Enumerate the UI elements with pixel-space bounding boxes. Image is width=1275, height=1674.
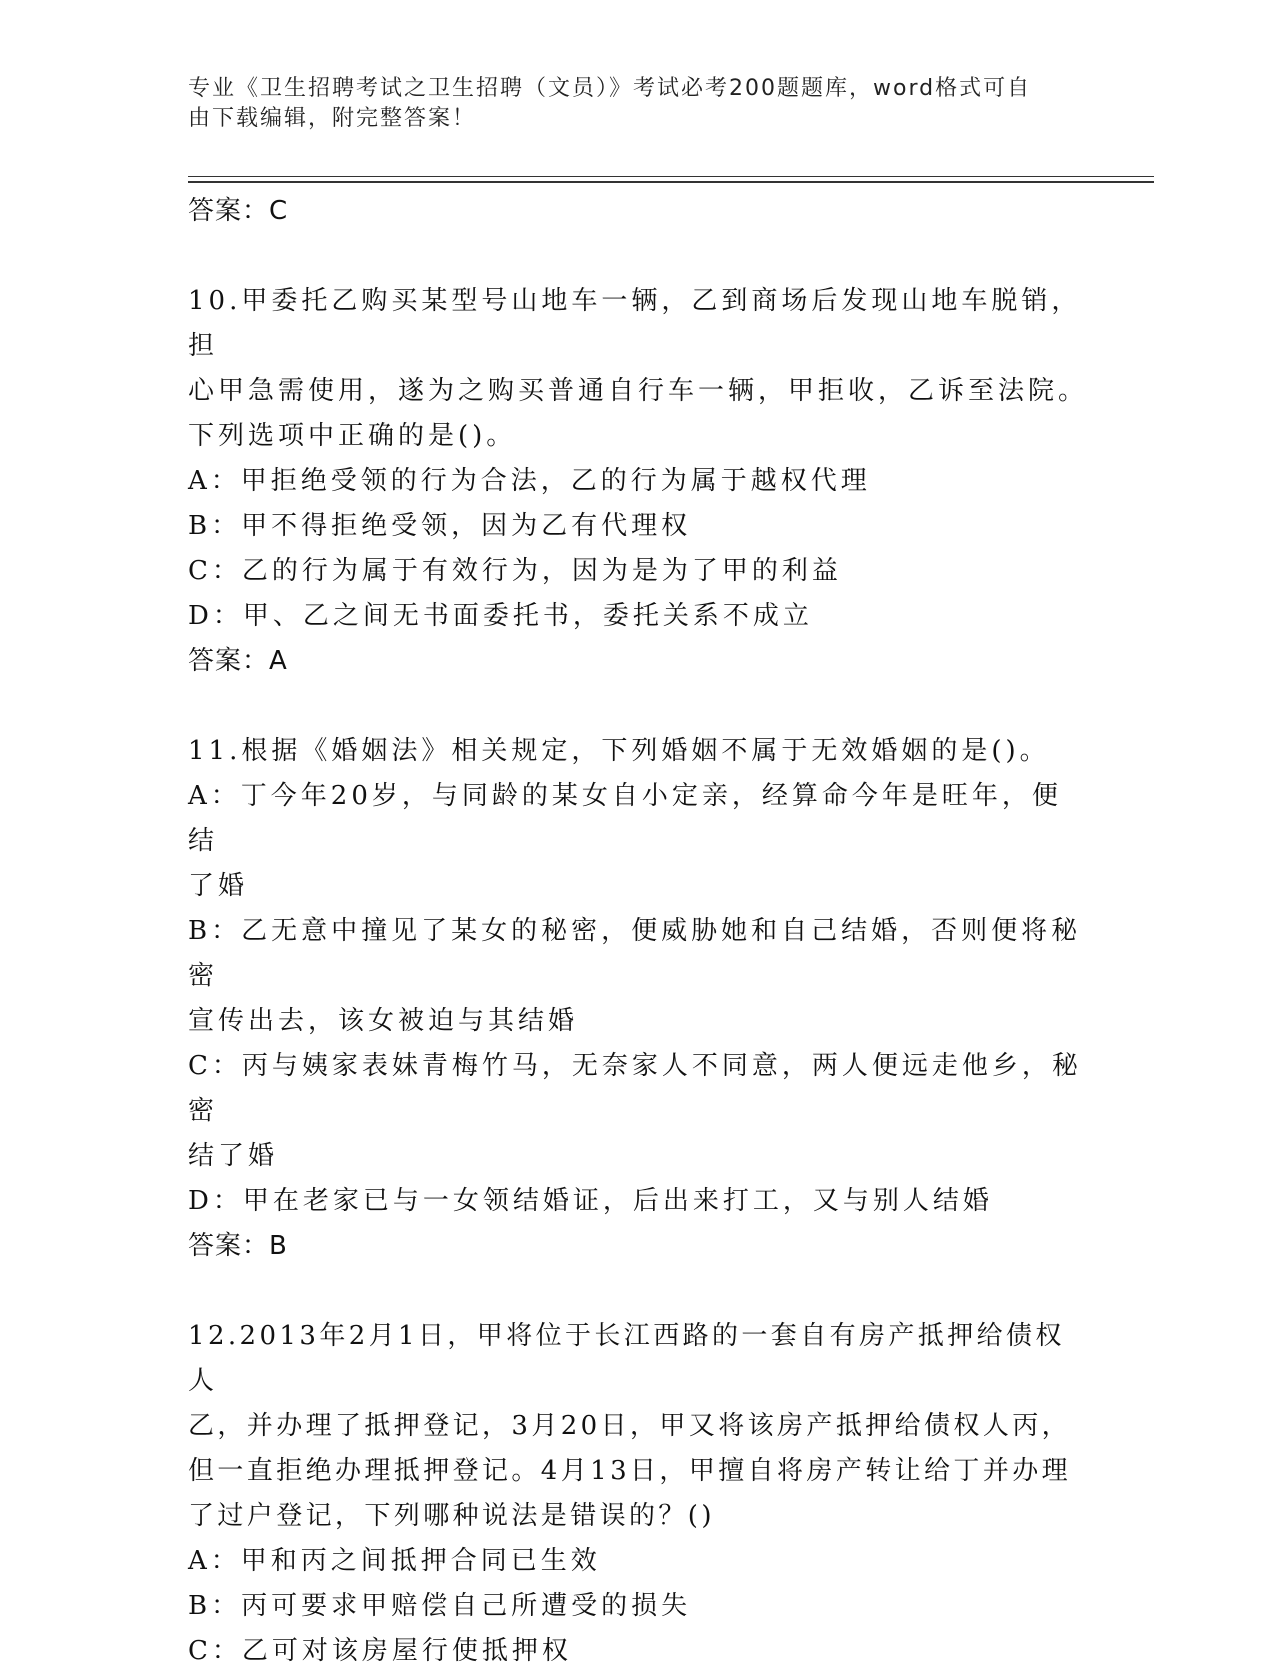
- option-c: C：乙可对该房屋行使抵押权: [188, 1636, 572, 1666]
- document-body: [188, 189, 1088, 1674]
- question-text-line: 心甲急需使用，遂为之购买普通自行车一辆，甲拒收，乙诉至法院。: [188, 376, 1089, 406]
- option-a: A：甲和丙之间抵押合同已生效: [188, 1546, 601, 1576]
- header-divider-thin: [188, 176, 1154, 177]
- document-header: [188, 74, 1068, 134]
- answer-line: 答案：A: [188, 646, 288, 676]
- header-line-1: 专业《卫生招聘考试之卫生招聘（文员）》考试必考200题题库，word格式可自: [188, 76, 1032, 101]
- question-text-line: 乙，并办理了抵押登记，3月20日，甲又将该房产抵押给债权人丙，: [188, 1411, 1072, 1441]
- answer-line: 答案：B: [188, 1231, 288, 1261]
- header-line-2: 由下载编辑，附完整答案！: [188, 106, 477, 131]
- previous-answer: 答案：C: [188, 196, 289, 226]
- option-b: B：甲不得拒绝受领，因为乙有代理权: [188, 511, 692, 541]
- option-c: C：丙与姨家表妹青梅竹马，无奈家人不同意，两人便远走他乡，秘密: [188, 1051, 1082, 1126]
- option-c-continuation: 结了婚: [188, 1141, 279, 1171]
- header-divider-thick: [188, 181, 1154, 183]
- option-b: B：丙可要求甲赔偿自己所遭受的损失: [188, 1591, 692, 1621]
- question-text-line: 了过户登记，下列哪种说法是错误的？(): [188, 1501, 715, 1531]
- option-a: A：甲拒绝受领的行为合法，乙的行为属于越权代理: [188, 466, 871, 496]
- option-b: B：乙无意中撞见了某女的秘密，便威胁她和自己结婚，否则便将秘密: [188, 916, 1082, 991]
- question-12: [188, 1314, 1088, 1674]
- option-d: D：甲在老家已与一女领结婚证，后出来打工，又与别人结婚: [188, 1186, 993, 1216]
- option-c: C：乙的行为属于有效行为，因为是为了甲的利益: [188, 556, 842, 586]
- question-text-line: 10.甲委托乙购买某型号山地车一辆，乙到商场后发现山地车脱销，担: [188, 286, 1082, 361]
- question-text-line: 11.根据《婚姻法》相关规定，下列婚姻不属于无效婚姻的是()。: [188, 736, 1050, 766]
- question-text-line: 但一直拒绝办理抵押登记。4月13日，甲擅自将房产转让给丁并办理: [188, 1456, 1072, 1486]
- question-text-line: 12.2013年2月1日，甲将位于长江西路的一套自有房产抵押给债权人: [188, 1321, 1065, 1396]
- question-10: [188, 279, 1088, 684]
- question-spacer: [188, 684, 1088, 729]
- question-spacer: [188, 1269, 1088, 1314]
- question-spacer: [188, 234, 1088, 279]
- option-a-continuation: 了婚: [188, 871, 249, 901]
- question-text-line: 下列选项中正确的是()。: [188, 421, 517, 451]
- question-11: [188, 729, 1088, 1269]
- option-d: D：甲、乙之间无书面委托书，委托关系不成立: [188, 601, 813, 631]
- option-b-continuation: 宣传出去，该女被迫与其结婚: [188, 1006, 579, 1036]
- option-a: A：丁今年20岁，与同龄的某女自小定亲，经算命今年是旺年，便结: [188, 781, 1062, 856]
